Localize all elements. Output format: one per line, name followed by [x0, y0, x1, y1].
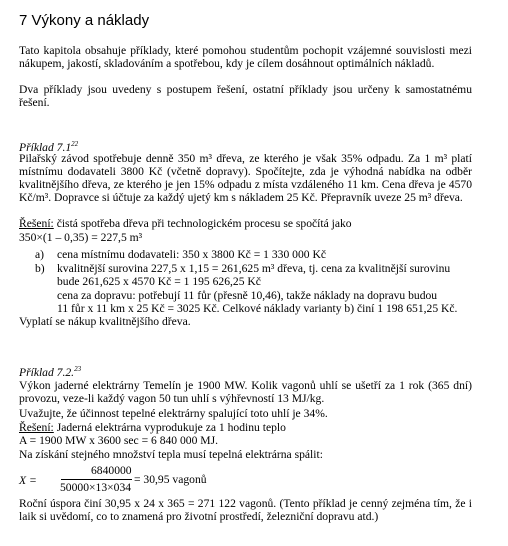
- item-b-line-3: cena za dopravu: potřebují 11 fůr (přesně 10,46), takže náklady na dopravu budou: [57, 289, 438, 302]
- fraction-numerator: 6840000: [91, 464, 132, 477]
- example-2-heading: [19, 365, 81, 379]
- solution-text: Jaderná elektrárna vyprodukuje za 1 hodinu teplo: [56, 421, 286, 434]
- chapter-title: 7 Výkony a náklady: [19, 12, 150, 29]
- item-a-marker: a): [35, 248, 45, 261]
- fraction-denominator: 50000×13×034: [60, 481, 132, 494]
- item-b-marker: b): [35, 262, 45, 275]
- item-b-line-4: 11 fůr x 11 km x 25 Kč = 3025 Kč. Celkové náklady varianty b) činí 1 198 651,25 Kč.: [57, 302, 458, 315]
- example-1-conclusion: Vyplatí se nákup kvalitnějšího dřeva.: [19, 315, 191, 328]
- example-1-text: Pilařský závod spotřebuje denně 350 m³ dřeva, ze kterého je však 35% odpadu. Za 1 m³ platí místnímu dodavateli 3800 Kč (včetně dopravy). Spočítejte, zda je výhodná nabídka na odběr kvalitnějšího dřeva, ze kterého je jen 15% odpadu z místa vzdáleného 11 km. Cena dřeva je 4570 Kč/m³. Dopravce si účtuje za každý ujetý km s nákladem 25 Kč. Přepravník uveze 25 m³ dřeva.: [19, 152, 472, 205]
- formula-net-consumption: 350×(1 – 0,35) = 227,5 m³: [19, 231, 143, 244]
- heat-calculation: A = 1900 MW x 3600 sec = 6 840 000 MJ.: [19, 434, 219, 447]
- item-b: [35, 262, 450, 275]
- example-2-efficiency: Uvažujte, že účinnost tepelné elektrárny spalující toto uhlí je 34%.: [19, 407, 328, 420]
- example-2-text: Výkon jaderné elektrárny Temelín je 1900 MW. Kolik vagonů uhlí se ušetří za 1 rok (365 dní) provozu, veze-li každý vagon 50 tun uhlí s výhřevností 13 MJ/kg.: [19, 379, 472, 406]
- intro-paragraph-1: Tato kapitola obsahuje příklady, které pomohou studentům pochopit vzájemné souvislosti mezi nákupem, jakostí, skladováním a spotřebou, kdy je cílem dosáhnout optimálních nákladů.: [19, 44, 472, 71]
- example-1-solution: [19, 217, 472, 230]
- example-1-label: Příklad 7.1: [19, 140, 72, 154]
- example-2-burn-note: Na získání stejného množství tepla musí tepelná elektrárna spálit:: [19, 448, 323, 461]
- solution-text: čistá spotřeba dřeva při technologickém procesu se spočítá jako: [56, 217, 352, 230]
- solution-label: Řešení:: [19, 217, 54, 230]
- example-1-footnote: 22: [71, 140, 79, 148]
- item-b-line-1: kvalitnější surovina 227,5 x 1,15 = 261,625 m³ dřeva, tj. cena za kvalitnější surovinu: [57, 262, 451, 275]
- intro-paragraph-2: Dva příklady jsou uvedeny s postupem řešení, ostatní příklady jsou určeny k samostatnému řešení.: [19, 83, 472, 110]
- item-a-text: cena místnímu dodavateli: 350 x 3800 Kč = 1 330 000 Kč: [57, 248, 326, 261]
- item-a: [35, 248, 326, 261]
- fraction-result: = 30,95 vagonů: [134, 473, 207, 486]
- item-b-line-2: bude 261,625 x 4570 Kč = 1 195 626,25 Kč: [57, 275, 261, 288]
- example-2-solution: [19, 421, 286, 434]
- fraction-bar: [61, 479, 132, 480]
- solution-label: Řešení:: [19, 421, 54, 434]
- example-2-closing: Roční úspora činí 30,95 x 24 x 365 = 271 122 vagonů. (Tento příklad je cenný zejména tím, že i laik si uvědomí, co to znamená pro životní prostředí, železniční dopravu atd.): [19, 497, 472, 524]
- x-label: X =: [19, 474, 37, 487]
- example-2-footnote: 23: [74, 365, 82, 373]
- example-2-label: Příklad 7.2.: [19, 365, 75, 379]
